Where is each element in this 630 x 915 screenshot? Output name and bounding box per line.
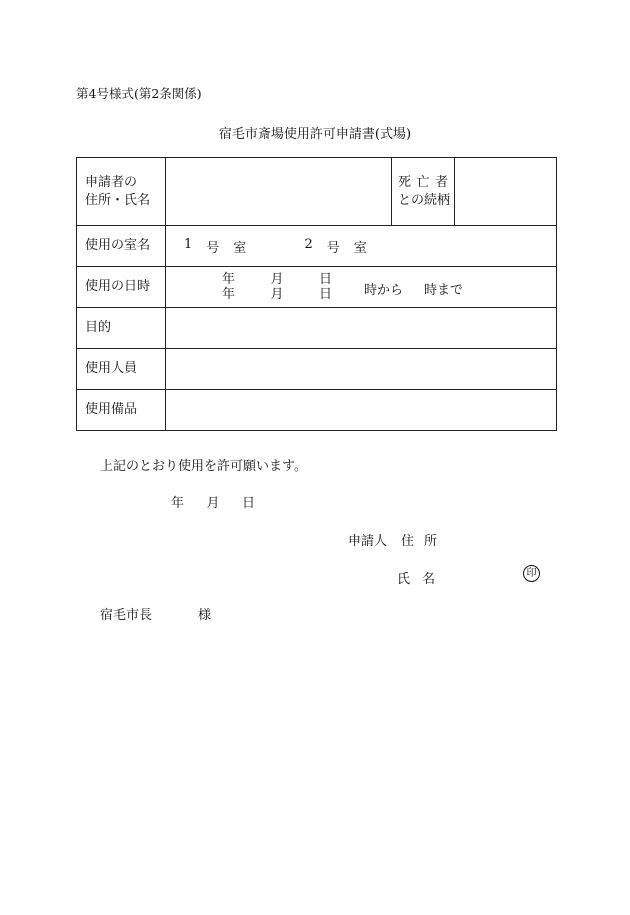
applicant-name[interactable]: 氏 名	[397, 572, 436, 587]
room-label: 使用の室名	[77, 226, 166, 267]
time-until: 時まで	[424, 283, 464, 298]
start-date: 年 月 日	[222, 272, 332, 287]
equipment-field[interactable]	[166, 390, 557, 431]
application-date[interactable]: 年 月 日	[171, 496, 255, 511]
room-1-option[interactable]: 1 号 室	[184, 236, 247, 256]
datetime-label: 使用の日時	[77, 267, 166, 308]
datetime-row	[77, 267, 557, 308]
form-number: 第4号様式(第2条関係)	[76, 86, 202, 101]
applicant-field[interactable]	[166, 158, 392, 226]
time-from: 時から	[364, 283, 404, 298]
room-row	[77, 226, 557, 267]
room-2-option[interactable]: 2 号 室	[304, 236, 367, 256]
application-form-table	[76, 157, 557, 431]
applicant-address[interactable]	[348, 530, 437, 549]
purpose-row	[77, 308, 557, 349]
applicant-row	[77, 158, 557, 226]
document-title: 宿毛市斎場使用許可申請書(式場)	[218, 127, 412, 142]
room-options[interactable]	[166, 226, 557, 267]
persons-row	[77, 349, 557, 390]
applicant-heading: 申請人	[348, 534, 388, 549]
seal-icon: 印	[523, 565, 540, 582]
applicant-label: 申請者の 住所・氏名	[77, 158, 166, 226]
persons-label: 使用人員	[77, 349, 166, 390]
equipment-label: 使用備品	[77, 390, 166, 431]
equipment-row	[77, 390, 557, 431]
end-date: 年 月 日	[222, 287, 332, 302]
relation-label: 死 亡 者 との続柄	[392, 158, 455, 226]
addressee: 宿毛市長 様	[100, 608, 212, 623]
datetime-field[interactable]	[166, 267, 557, 308]
address-label: 住 所	[401, 534, 438, 549]
purpose-field[interactable]	[166, 308, 557, 349]
purpose-label: 目的	[77, 308, 166, 349]
persons-field[interactable]	[166, 349, 557, 390]
request-statement: 上記のとおり使用を許可願います。	[100, 459, 307, 474]
relation-field[interactable]	[455, 158, 557, 226]
